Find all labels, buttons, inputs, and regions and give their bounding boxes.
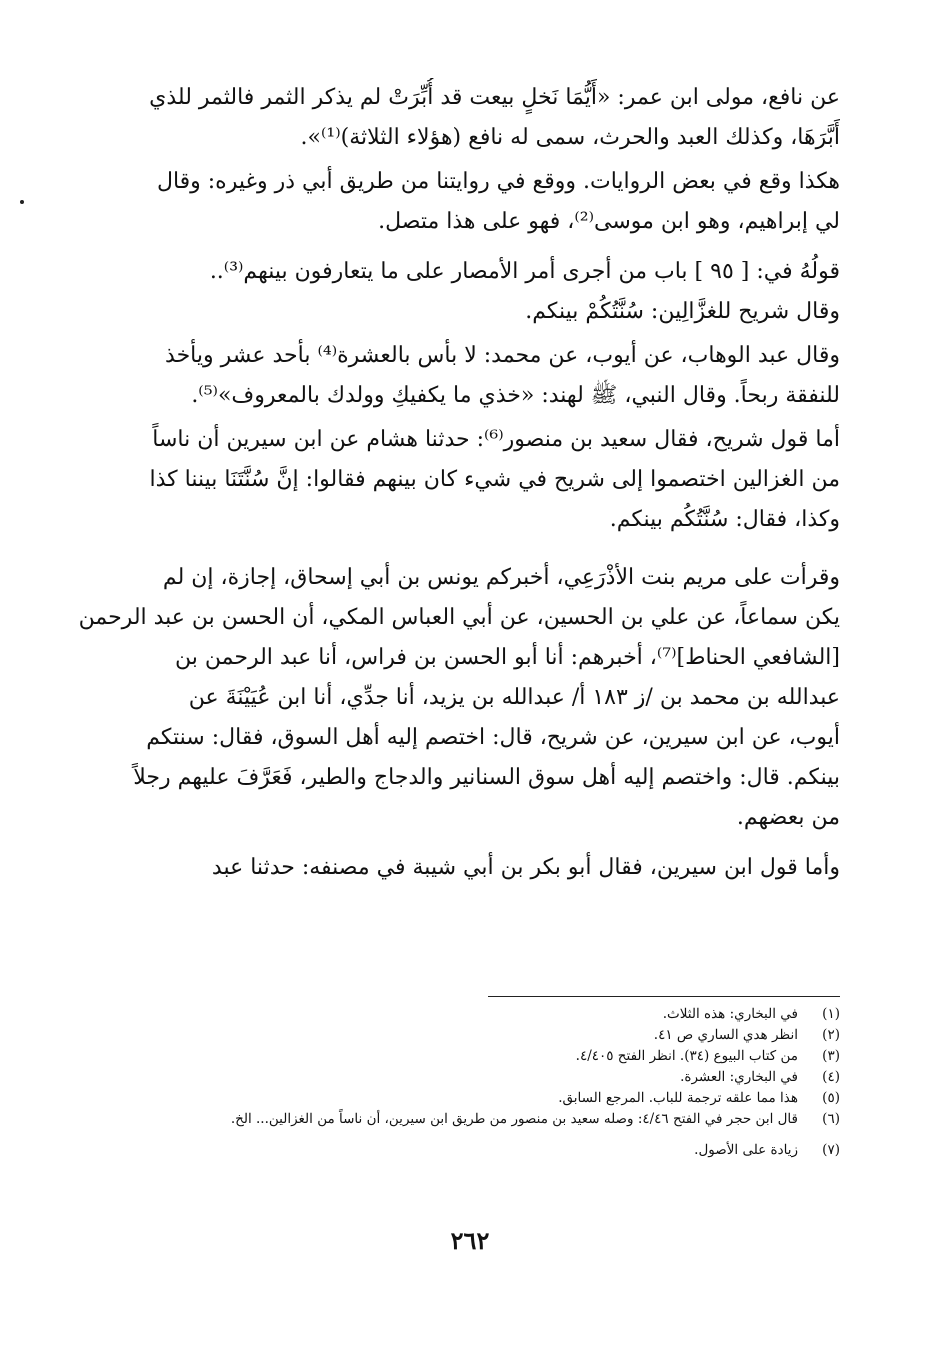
text-line: وقال شريح للغزَّالِين: سُنَّتُكُمْ بينكم. bbox=[525, 299, 840, 324]
footnote-text: هذا مما علقه ترجمة للباب. المرجع السابق. bbox=[558, 1090, 798, 1106]
text-line: عبدالله بن محمد بن /ز ١٨٣ أ/ عبدالله بن يزيد، أنا جدِّي، أنا ابن عُيَيْنَةَ عن bbox=[188, 685, 840, 710]
footnote-text: زيادة على الأصول. bbox=[694, 1142, 798, 1158]
footnote-number: (٦) bbox=[822, 1111, 840, 1127]
footnote-separator bbox=[488, 996, 840, 997]
paragraph-6 bbox=[78, 558, 840, 838]
text-line: عن نافع، مولى ابن عمر: «أَيُّمَا نَخلٍ بيعت قد أُبِّرَتْ لم يذكر الثمر فالثمر للذي bbox=[149, 85, 840, 110]
footnote-number: (٣) bbox=[822, 1048, 840, 1064]
page-number: ٢٦٢ bbox=[450, 1226, 490, 1255]
paragraph-4 bbox=[78, 336, 840, 416]
footnote-number: (٧) bbox=[822, 1142, 840, 1158]
text-line: هكذا وقع في بعض الروايات. ووقع في روايتنا من طريق أبي ذر وغيره: وقال bbox=[156, 169, 840, 194]
text-line: وكذا، فقال: سُنَّتُكُم بينكم. bbox=[609, 507, 840, 532]
page-body bbox=[78, 78, 840, 898]
footnote-number: (٢) bbox=[822, 1027, 840, 1043]
footnote-3 bbox=[80, 1046, 840, 1067]
text-line: قولُهُ في: [ ٩٥ ] باب من أجرى أمر الأمصار على ما يتعارفون بينهم⁽³⁾.. bbox=[209, 259, 840, 284]
footnote-6 bbox=[80, 1109, 840, 1130]
text-line: للنفقة ربحاً. وقال النبي، ﷺ لهند: «خذي ما يكفيكِ وولدك بالمعروف»⁽⁵⁾. bbox=[191, 383, 840, 408]
footnote-text: في البخاري: هذه الثلاث. bbox=[662, 1006, 798, 1022]
footnote-text: قال ابن حجر في الفتح ٤/٤٦: وصله سعيد بن منصور من طريق ابن سيرين، أن ناساً من الغزالين... الخ. bbox=[230, 1111, 798, 1127]
text-line: أيوب، عن ابن سيرين، عن شريح، قال: اختصم إليه أهل السوق، فقال: سنتكم bbox=[146, 725, 840, 750]
text-line: أما قول شريح، فقال سعيد بن منصور⁽⁶⁾: حدثنا هشام عن ابن سيرين أن ناساً bbox=[152, 427, 840, 452]
text-line: لي إبراهيم، وهو ابن موسى⁽²⁾، فهو على هذا متصل. bbox=[378, 209, 840, 234]
footnote-number: (١) bbox=[822, 1006, 840, 1022]
text-line: من بعضهم. bbox=[736, 805, 840, 830]
text-line: بينكم. قال: واختصم إليه أهل سوق السنانير والدجاج والطير، فَعَرَّفَ عليهم رجلاً bbox=[133, 765, 840, 790]
text-line: أَبَّرَهَا، وكذلك العبد والحرث، سمى له نافع (هؤلاء الثلاثة)⁽¹⁾». bbox=[300, 125, 840, 150]
footnote-text: من كتاب البيوع (٣٤). انظر الفتح ٤/٤٠٥. bbox=[575, 1048, 798, 1064]
footnote-number: (٤) bbox=[822, 1069, 840, 1085]
text-line: وقال عبد الوهاب، عن أيوب، عن محمد: لا بأس بالعشرة⁽⁴⁾ بأحد عشر ويأخذ bbox=[165, 343, 840, 368]
text-line: [الشافعي الحناط]⁽⁷⁾، أخبرهم: أنا أبو الحسن بن فراس، أنا عبد الرحمن بن bbox=[175, 645, 840, 670]
text-line: يكن سماعاً، عن علي بن الحسين، عن أبي العباس المكي، أن الحسن بن عبد الرحمن bbox=[78, 605, 840, 630]
paragraph-3 bbox=[78, 252, 840, 332]
footnotes bbox=[80, 1004, 840, 1161]
footnote-number: (٥) bbox=[822, 1090, 840, 1106]
footnote-text: انظر هدي الساري ص ٤١. bbox=[653, 1027, 798, 1043]
paragraph-5 bbox=[78, 420, 840, 540]
margin-speck bbox=[20, 200, 24, 204]
footnote-7 bbox=[80, 1140, 840, 1161]
paragraph-1 bbox=[78, 78, 840, 158]
footnote-1 bbox=[80, 1004, 840, 1025]
text-line: وقرأت على مريم بنت الأذْرَعِي، أخبركم يونس بن أبي إسحاق، إجازة، إن لم bbox=[162, 565, 840, 590]
footnote-5 bbox=[80, 1088, 840, 1109]
footnote-text: في البخاري: العشرة. bbox=[680, 1069, 798, 1085]
footnote-2 bbox=[80, 1025, 840, 1046]
footnote-4 bbox=[80, 1067, 840, 1088]
paragraph-2 bbox=[78, 162, 840, 242]
text-line: وأما قول ابن سيرين، فقال أبو بكر بن أبي شيبة في مصنفه: حدثنا عبد bbox=[211, 855, 840, 880]
text-line: من الغزالين اختصموا إلى شريح في شيء كان بينهم فقالوا: إنَّ سُنَّتَنَا بيننا كذا bbox=[149, 467, 840, 492]
paragraph-7 bbox=[78, 848, 840, 888]
